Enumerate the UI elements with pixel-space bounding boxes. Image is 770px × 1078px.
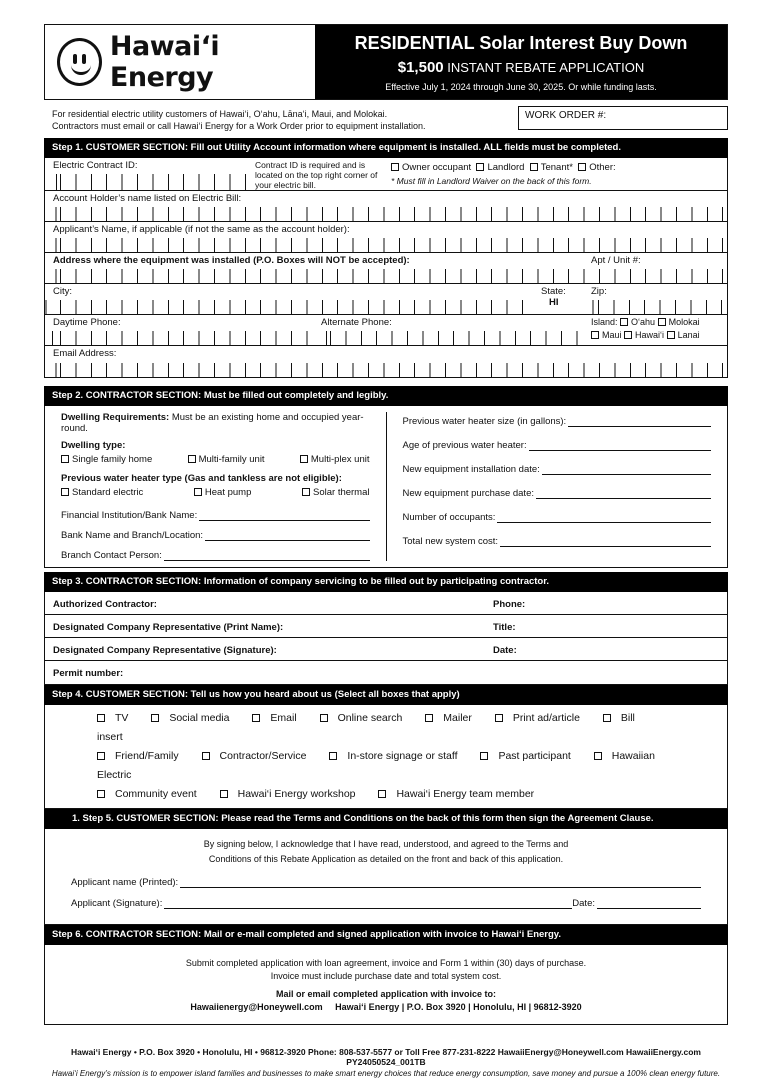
account-holder-row <box>45 191 727 222</box>
multi-family-label: Multi-family unit <box>198 454 265 465</box>
agreement-text <box>45 829 727 867</box>
applicant-field[interactable] <box>45 238 727 252</box>
applicant-signature-field[interactable] <box>71 898 701 909</box>
title-line1: RESIDENTIAL Solar Interest Buy Down <box>354 33 688 53</box>
source-label: Friend/Family <box>115 750 179 762</box>
agreement-line1: By signing below, I acknowledge that I have read, understood, and agreed to the Terms and <box>203 839 569 849</box>
contractor-phone-label: Phone: <box>493 599 526 610</box>
source-option[interactable] <box>97 788 207 800</box>
occupancy-options <box>391 162 616 173</box>
email-row <box>45 346 727 377</box>
day-phone-field[interactable] <box>45 331 315 345</box>
step1-section <box>44 158 728 378</box>
form-header <box>44 24 728 100</box>
solar-thermal-label: Solar thermal <box>313 487 370 498</box>
source-label: Social media <box>169 712 230 724</box>
source-label: In-store signage or staff <box>347 750 458 762</box>
past-participant-checkbox[interactable] <box>480 752 488 760</box>
title-line2 <box>315 59 727 76</box>
source-option[interactable] <box>425 712 482 724</box>
single-family-checkbox[interactable] <box>61 455 69 463</box>
applicant-name-field[interactable] <box>71 877 701 888</box>
step4-row2 <box>97 747 675 785</box>
step2-section <box>44 406 728 568</box>
standard-electric-checkbox[interactable] <box>61 488 69 496</box>
apt-label: Apt / Unit #: <box>591 255 641 266</box>
occupants-field[interactable] <box>403 512 712 523</box>
email-label: Email Address: <box>53 348 117 359</box>
rebate-label: INSTANT REBATE APPLICATION <box>447 60 645 75</box>
step4-row1 <box>97 709 675 747</box>
branch-contact-field[interactable] <box>61 550 370 561</box>
maui-checkbox[interactable] <box>591 331 599 339</box>
form-title <box>315 25 727 99</box>
branch-contact-label: Branch Contact Person: <box>61 550 162 561</box>
source-option[interactable] <box>320 712 413 724</box>
source-option[interactable] <box>220 788 366 800</box>
zip-field[interactable] <box>583 300 727 314</box>
install-date-label: New equipment installation date: <box>402 464 540 475</box>
city-row <box>45 284 727 315</box>
prev-type-options <box>61 487 370 498</box>
source-option[interactable] <box>97 750 189 762</box>
account-holder-label: Account Holder’s name listed on Electric Bill: <box>53 193 242 204</box>
account-holder-field[interactable] <box>45 207 727 221</box>
source-option[interactable] <box>97 712 138 724</box>
owner-label: Owner occupant <box>402 162 472 173</box>
rebate-amount: $1,500 <box>397 59 444 76</box>
applicant-label: Applicant’s Name, if applicable (if not the same as the account holder): <box>53 224 350 235</box>
day-phone-label: Daytime Phone: <box>53 317 121 328</box>
heat-pump-label: Heat pump <box>204 487 252 498</box>
multiplex-checkbox[interactable] <box>300 455 308 463</box>
zip-label: Zip: <box>591 286 607 297</box>
source-option[interactable] <box>151 712 239 724</box>
step4-row3 <box>97 785 675 804</box>
bill-insert-checkbox[interactable] <box>603 714 611 722</box>
install-date-field[interactable] <box>403 464 712 475</box>
phone-row <box>45 315 727 346</box>
landlord-label: Landlord <box>487 162 525 173</box>
purchase-date-label: New equipment purchase date: <box>402 488 534 499</box>
source-label: Mailer <box>443 712 472 724</box>
fin-inst-label: Financial Institution/Bank Name: <box>61 510 198 521</box>
step2-left <box>45 412 386 561</box>
alt-phone-field[interactable] <box>315 331 581 345</box>
address-label: Address where the equipment was installed (P.O. Boxes will NOT be accepted): <box>53 255 410 266</box>
applicant-name-label: Applicant name (Printed): <box>71 877 179 888</box>
intro-text <box>44 106 518 134</box>
multi-family-checkbox[interactable] <box>188 455 196 463</box>
dwelling-req-text: Must be an existing home and occupied year-round. <box>61 412 364 434</box>
bank-branch-field[interactable] <box>61 530 370 541</box>
step4-header: Step 4. CUSTOMER SECTION: Tell us how you heard about us (Select all boxes that apply) <box>44 685 728 705</box>
rep-sig-label: Designated Company Representative (Signature): <box>53 645 277 656</box>
tenant-label: Tenant* <box>540 162 573 173</box>
prev-type-label: Previous water heater type (Gas and tankless are not eligible): <box>61 473 342 484</box>
prev-age-field[interactable] <box>403 440 712 451</box>
source-option[interactable] <box>495 712 590 724</box>
step6-line1: Submit completed application with loan agreement, invoice and Form 1 within (30) days of purchase. <box>185 958 587 968</box>
source-option[interactable] <box>329 750 467 762</box>
step6-line2: Invoice must include purchase date and total system cost. <box>270 971 502 981</box>
source-label: Hawai‘i Energy workshop <box>237 788 356 800</box>
footer-contact: Hawai‘i Energy • P.O. Box 3920 • Honolulu, HI • 96812-3920 Phone: 808-537-5577 or Toll Free 877-231-8222 HawaiiEnergy@Honeywell.com HawaiiEnergy.com PY24050524_001TB <box>71 1047 701 1067</box>
applicant-date-label: Date: <box>572 898 595 909</box>
contract-note: Contract ID is required and is located on the top right corner of your electric bill. <box>255 160 378 190</box>
address-field[interactable] <box>45 269 727 283</box>
submission-email-link[interactable]: Hawaiienergy@Honeywell.com <box>190 1002 323 1012</box>
alt-phone-label: Alternate Phone: <box>321 317 392 328</box>
oahu-checkbox[interactable] <box>620 318 628 326</box>
tv-checkbox[interactable] <box>97 714 105 722</box>
workshop-checkbox[interactable] <box>220 790 228 798</box>
auth-contractor-row[interactable] <box>45 592 727 615</box>
friend-family-checkbox[interactable] <box>97 752 105 760</box>
state-label: State: <box>541 286 566 297</box>
footer-mission: Hawai‘i Energy’s mission is to empower island families and businesses to make smart energy choices that reduce energy consumption, save money and pursue a 100% clean energy future. <box>51 1069 721 1078</box>
step3-header: Step 3. CONTRACTOR SECTION: Information of company servicing to be filled out by participating contractor. <box>44 572 728 592</box>
source-label: Email <box>270 712 297 724</box>
rep-date-label: Date: <box>493 645 517 656</box>
city-field[interactable] <box>45 300 537 314</box>
island-label: Island: <box>591 317 618 327</box>
source-label: Bill insert <box>97 712 635 743</box>
contract-row <box>45 158 727 191</box>
hawaii-checkbox[interactable] <box>624 331 632 339</box>
applicant-sig-label: Applicant (Signature): <box>71 898 163 909</box>
lanai-checkbox[interactable] <box>667 331 675 339</box>
owner-note: * Must fill in Landlord Waiver on the back of this form. <box>391 176 592 186</box>
city-label: City: <box>53 286 72 297</box>
title-effective: Effective July 1, 2024 through June 30, 2025. Or while funding lasts. <box>385 82 657 92</box>
owner-checkbox[interactable] <box>391 163 399 171</box>
source-label: Community event <box>115 788 197 800</box>
source-label: Past participant <box>498 750 571 762</box>
prev-size-field[interactable] <box>403 416 712 427</box>
applicant-row <box>45 222 727 253</box>
purchase-date-field[interactable] <box>403 488 712 499</box>
brand-name: Hawai‘i Energy <box>109 31 220 93</box>
community-event-checkbox[interactable] <box>97 790 105 798</box>
print-ad-checkbox[interactable] <box>495 714 503 722</box>
step3-section <box>44 592 728 685</box>
rep-print-label: Designated Company Representative (Print Name): <box>53 622 284 633</box>
dwelling-requirements <box>61 412 370 434</box>
solar-thermal-checkbox[interactable] <box>302 488 310 496</box>
dwelling-type-options <box>61 454 370 465</box>
source-label: Contractor/Service <box>219 750 307 762</box>
source-label: TV <box>115 712 129 724</box>
fin-inst-field[interactable] <box>61 510 370 521</box>
online-search-checkbox[interactable] <box>320 714 328 722</box>
mailing-address: Hawai‘i Energy | P.O. Box 3920 | Honolulu, HI | 96812-3920 <box>335 1002 582 1012</box>
contract-id-field[interactable] <box>45 174 249 190</box>
social-media-checkbox[interactable] <box>151 714 159 722</box>
permit-row[interactable] <box>45 661 727 684</box>
smiley-face-icon <box>57 38 102 86</box>
occupants-label: Number of occupants: <box>402 512 496 523</box>
prev-age-label: Age of previous water heater: <box>402 440 527 451</box>
maui-label: Maui <box>602 330 622 340</box>
step5-section <box>44 829 728 925</box>
molokai-checkbox[interactable] <box>658 318 666 326</box>
step6-header: Step 6. CONTRACTOR SECTION: Mail or e-mail completed and signed application with invoice to Hawai‘i Energy. <box>44 925 728 945</box>
intro-line2: Contractors must email or call Hawai‘i Energy for a Work Order prior to equipment installation. <box>52 121 426 131</box>
source-label: Hawai‘i Energy team member <box>396 788 535 800</box>
contract-label: Electric Contract ID: <box>53 160 138 171</box>
source-option[interactable] <box>480 750 580 762</box>
email-field[interactable] <box>45 363 727 377</box>
heat-pump-checkbox[interactable] <box>194 488 202 496</box>
contractor-checkbox[interactable] <box>202 752 210 760</box>
hawaiian-electric-checkbox[interactable] <box>594 752 602 760</box>
multiplex-label: Multi-plex unit <box>310 454 370 465</box>
single-family-label: Single family home <box>72 454 153 465</box>
island-options <box>591 317 700 327</box>
standard-electric-label: Standard electric <box>72 487 144 498</box>
intro-line1: For residential electric utility customers of Hawai‘i, O‘ahu, Lāna‘i, Maui, and Molokai. <box>52 109 388 119</box>
island-options-2 <box>591 330 700 340</box>
total-cost-field[interactable] <box>403 536 712 547</box>
other-checkbox[interactable] <box>578 163 586 171</box>
landlord-checkbox[interactable] <box>476 163 484 171</box>
prev-size-label: Previous water heater size (in gallons): <box>402 416 567 427</box>
state-value: HI <box>549 297 559 308</box>
rep-title-label: Title: <box>493 622 516 633</box>
step6-section <box>44 945 728 1025</box>
auth-label: Authorized Contractor: <box>53 599 157 610</box>
source-option[interactable] <box>202 750 317 762</box>
rep-signature-row[interactable] <box>45 638 727 661</box>
address-row <box>45 253 727 284</box>
tenant-checkbox[interactable] <box>530 163 538 171</box>
hawaii-label: Hawai‘i <box>635 330 665 340</box>
source-option[interactable] <box>378 788 544 800</box>
step2-header: Step 2. CONTRACTOR SECTION: Must be filled out completely and legibly. <box>44 386 728 406</box>
in-store-checkbox[interactable] <box>329 752 337 760</box>
dwelling-type-label: Dwelling type: <box>61 440 126 451</box>
other-label: Other: <box>589 162 616 173</box>
rep-print-row[interactable] <box>45 615 727 638</box>
source-option[interactable] <box>252 712 306 724</box>
mailer-checkbox[interactable] <box>425 714 433 722</box>
step5-header: 1. Step 5. CUSTOMER SECTION: Please read the Terms and Conditions on the back of this form then sign the Agreement Clause. <box>44 809 728 829</box>
step1-header: Step 1. CUSTOMER SECTION: Fill out Utility Account information where equipment is installed. ALL fields must be completed. <box>44 138 728 158</box>
work-order-field[interactable]: WORK ORDER #: <box>518 106 728 130</box>
bank-branch-label: Bank Name and Branch/Location: <box>61 530 204 541</box>
agreement-line2: Conditions of this Rebate Application as detailed on the front and back of this application. <box>208 854 564 864</box>
email-checkbox[interactable] <box>252 714 260 722</box>
total-cost-label: Total new system cost: <box>402 536 499 547</box>
dwelling-req-label: Dwelling Requirements: <box>61 412 170 423</box>
molokai-label: Molokai <box>668 317 700 327</box>
step2-right <box>386 412 728 561</box>
permit-label: Permit number: <box>53 668 124 679</box>
step6-line3: Mail or email completed application with invoice to: <box>275 989 497 999</box>
team-member-checkbox[interactable] <box>378 790 386 798</box>
lanai-label: Lanai <box>677 330 700 340</box>
oahu-label: O‘ahu <box>631 317 656 327</box>
step4-section <box>44 705 728 809</box>
source-label: Online search <box>337 712 403 724</box>
source-label: Hawaiian Electric <box>97 750 655 781</box>
source-label: Print ad/article <box>512 712 580 724</box>
brand-logo <box>45 25 315 99</box>
